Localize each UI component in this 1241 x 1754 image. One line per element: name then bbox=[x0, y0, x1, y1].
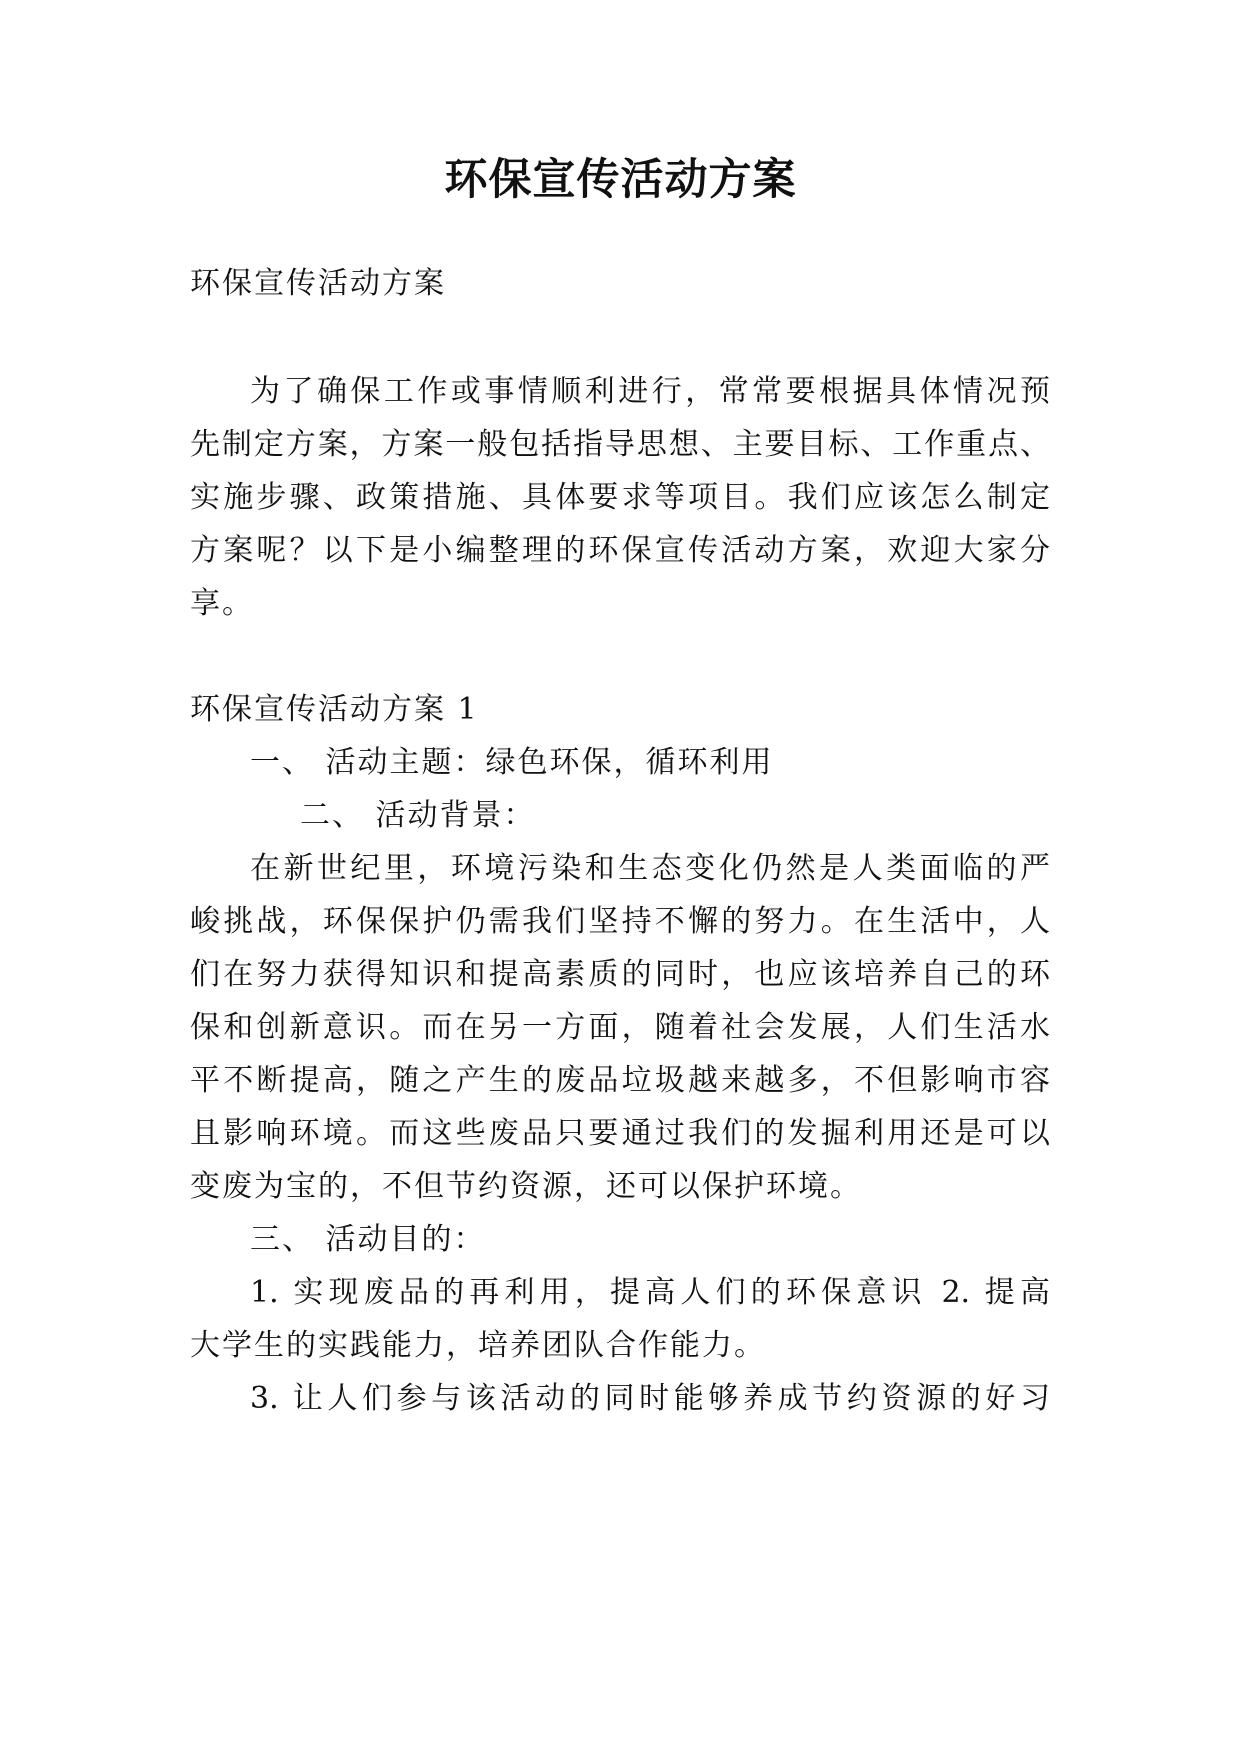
section-heading: 环保宣传活动方案 1 bbox=[190, 692, 479, 727]
list-item-background-heading: 二、 活动背景： bbox=[300, 798, 536, 833]
intro-line: 实施步骤、政策措施、具体要求等项目。我们应该怎么制定 bbox=[190, 480, 1050, 515]
intro-line: 方案呢？以下是小编整理的环保宣传活动方案，欢迎大家分 bbox=[190, 533, 1050, 568]
document-subtitle: 环保宣传活动方案 bbox=[190, 266, 446, 301]
background-line: 变废为宝的，不但节约资源，还可以保护环境。 bbox=[190, 1169, 862, 1204]
goal-line: 1. 实现废品的再利用，提高人们的环保意识 2. 提高 bbox=[250, 1275, 1050, 1310]
background-line: 保和创新意识。而在另一方面，随着社会发展，人们生活水 bbox=[190, 1010, 1050, 1045]
background-line: 们在努力获得知识和提高素质的同时，也应该培养自己的环 bbox=[190, 957, 1050, 992]
intro-line: 先制定方案，方案一般包括指导思想、主要目标、工作重点、 bbox=[190, 427, 1050, 462]
goal-line: 大学生的实践能力，培养团队合作能力。 bbox=[190, 1328, 766, 1363]
background-line: 峻挑战，环保保护仍需我们坚持不懈的努力。在生活中，人 bbox=[190, 904, 1050, 939]
list-item-goals-heading: 三、 活动目的： bbox=[250, 1222, 486, 1257]
background-line: 在新世纪里，环境污染和生态变化仍然是人类面临的严 bbox=[250, 851, 1050, 886]
list-item-theme: 一、 活动主题：绿色环保，循环利用 bbox=[250, 745, 774, 780]
document-title: 环保宣传活动方案 bbox=[444, 155, 797, 205]
background-line: 且影响环境。而这些废品只要通过我们的发掘利用还是可以 bbox=[190, 1116, 1050, 1151]
intro-line: 为了确保工作或事情顺利进行，常常要根据具体情况预 bbox=[250, 374, 1050, 409]
background-line: 平不断提高，随之产生的废品垃圾越来越多，不但影响市容 bbox=[190, 1063, 1050, 1098]
goal-line: 3. 让人们参与该活动的同时能够养成节约资源的好习 bbox=[250, 1381, 1050, 1416]
intro-line: 享。 bbox=[190, 586, 254, 621]
